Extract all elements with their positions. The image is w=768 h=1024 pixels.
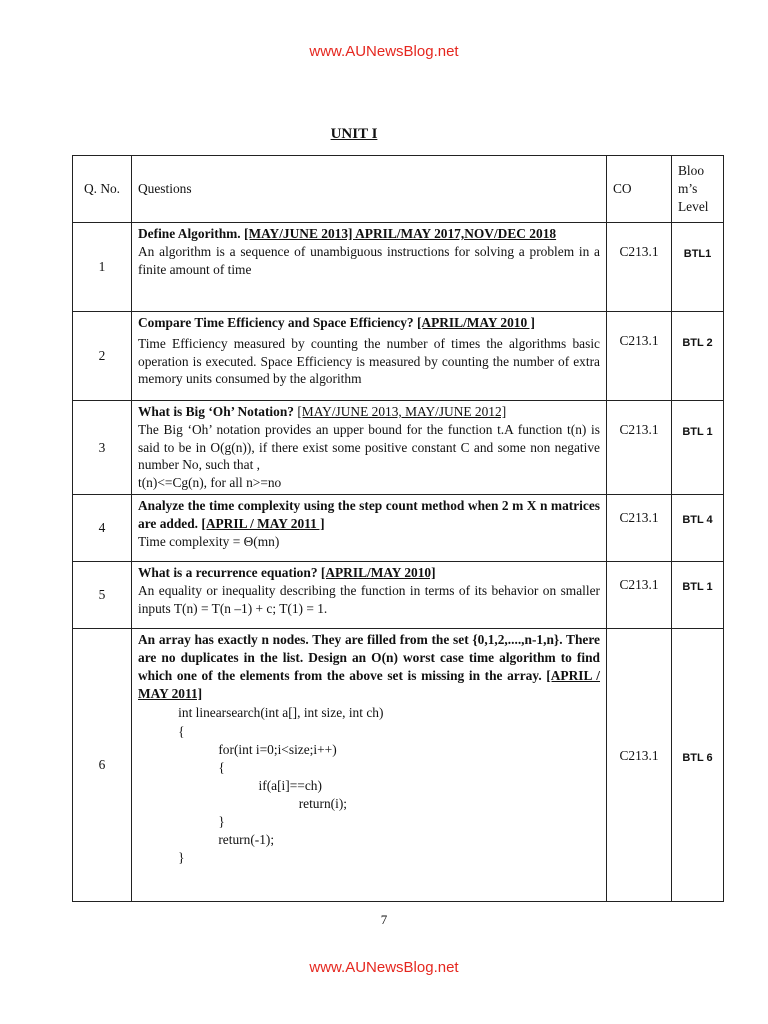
question-number: 4 <box>73 495 132 562</box>
table-row <box>73 562 724 629</box>
column-header-blooms-level <box>672 156 724 223</box>
questions-table <box>72 155 724 902</box>
exam-reference: [APRIL / MAY 2011 ] <box>201 515 325 531</box>
co-value: C213.1 <box>607 629 672 902</box>
code-snippet: int linearsearch(int a[], int size, int ch) { for(int i=0;i<size;i++) { if(a[i]==ch) return(i); } return(-1); } <box>178 705 384 866</box>
question-text: Define Algorithm. <box>138 226 244 241</box>
exam-reference: [APRIL/MAY 2010 ] <box>416 315 535 330</box>
co-value: C213.1 <box>607 562 672 629</box>
question-text: An array has exactly n nodes. They are filled from the set {0,1,2,....,n-1,n}. There are no duplicates in the list. Design an O(n) worst case time algorithm to find which one of the elements from the above set is missing in the array. <box>138 632 600 683</box>
exam-reference: [APRIL/MAY 2010] <box>320 565 436 581</box>
btl-value: BTL 4 <box>672 495 724 562</box>
question-text: What is Big ‘Oh’ Notation? <box>138 404 298 419</box>
blooms-level-label: Bloo m’s Level <box>678 162 709 215</box>
btl-value: BTL 1 <box>672 562 724 629</box>
question-title <box>138 497 600 533</box>
answer-text: An algorithm is a sequence of unambiguous instructions for solving a problem in a finite amount of time <box>138 243 600 277</box>
question-text: Analyze the time complexity using the step count method when 2 m X n matrices are added. <box>138 498 600 531</box>
co-value: C213.1 <box>607 495 672 562</box>
watermark-bottom: www.AUNewsBlog.net <box>309 959 459 976</box>
watermark-top: www.AUNewsBlog.net <box>309 43 459 60</box>
question-cell <box>132 495 607 562</box>
question-cell <box>132 223 607 312</box>
question-title <box>138 403 600 421</box>
column-header-qno: Q. No. <box>73 156 132 223</box>
answer-text: The Big ‘Oh’ notation provides an upper bound for the function t.A function t(n) is said to be in O(g(n)), if there exist some positive constant C and some non negative number No, such that , t(n)<=Cg(n), for all n>=no <box>138 421 600 491</box>
question-cell <box>132 401 607 495</box>
co-value: C213.1 <box>607 223 672 312</box>
column-header-co: CO <box>607 156 672 223</box>
btl-value: BTL 6 <box>672 629 724 902</box>
answer-text: Time complexity = Θ(mn) <box>138 533 280 549</box>
question-text: What is a recurrence equation? <box>138 565 321 581</box>
btl-value: BTL1 <box>672 223 724 312</box>
question-title <box>138 314 600 332</box>
question-title <box>138 225 600 243</box>
btl-value: BTL 1 <box>672 401 724 495</box>
table-row <box>73 223 724 312</box>
exam-reference: [MAY/JUNE 2013] APRIL/MAY 2017,NOV/DEC 2018 <box>244 226 557 241</box>
unit-title: UNIT I <box>330 126 378 142</box>
co-value: C213.1 <box>607 401 672 495</box>
question-number: 2 <box>73 312 132 401</box>
column-header-questions: Questions <box>132 156 607 223</box>
table-row <box>73 495 724 562</box>
table-row <box>73 312 724 401</box>
exam-reference: [APRIL / MAY 2011] <box>138 667 600 701</box>
question-title <box>138 631 600 702</box>
table-row <box>73 629 724 902</box>
question-title <box>138 564 600 582</box>
exam-reference: [MAY/JUNE 2013, MAY/JUNE 2012] <box>297 404 507 419</box>
btl-value: BTL 2 <box>672 312 724 401</box>
question-text: Compare Time Efficiency and Space Efficiency? <box>138 315 417 330</box>
answer-text: An equality or inequality describing the function in terms of its behavior on smaller inputs T(n) = T(n –1) + c; T(1) = 1. <box>138 582 600 616</box>
co-value: C213.1 <box>607 312 672 401</box>
question-cell <box>132 629 607 902</box>
table-header-row <box>73 156 724 223</box>
question-number: 1 <box>73 223 132 312</box>
question-number: 3 <box>73 401 132 495</box>
question-number: 6 <box>73 629 132 902</box>
answer-text: Time Efficiency measured by counting the number of times the algorithms basic operation is executed. Space Efficiency is measured by counting the number of extra memory units consumed by the algorithm <box>138 335 600 387</box>
page-number: 7 <box>380 912 388 927</box>
question-number: 5 <box>73 562 132 629</box>
question-cell <box>132 562 607 629</box>
table-row <box>73 401 724 495</box>
question-cell <box>132 312 607 401</box>
